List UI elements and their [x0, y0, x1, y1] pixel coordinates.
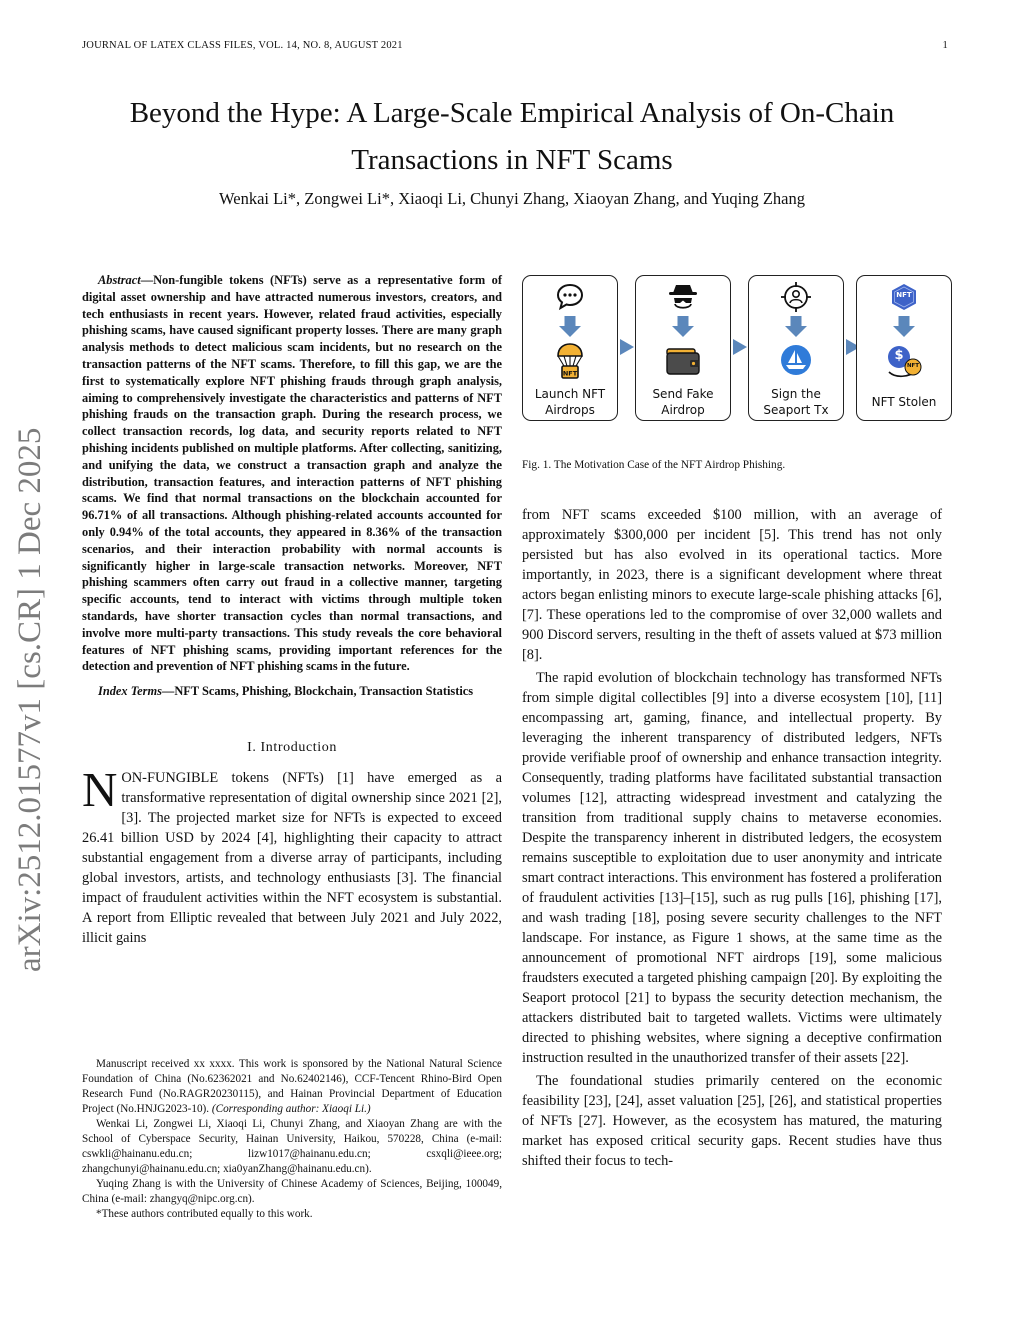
dropcap-letter: N: [82, 761, 118, 817]
page-number: 1: [942, 40, 948, 51]
target-user-icon: [780, 281, 812, 313]
paper-title: Beyond the Hype: A Large-Scale Empirical Analysis of On-Chain Transactions in NFT Scams: [129, 97, 895, 176]
footnote-equal-contribution: *These authors contributed equally to this work.: [96, 1208, 313, 1220]
chat-bubble-icon: [555, 282, 585, 312]
index-terms: [82, 683, 502, 700]
seaport-ship-icon: [780, 344, 812, 376]
panel-4-label: NFT Stolen: [871, 395, 937, 409]
journal-name: JOURNAL OF LATEX CLASS FILES, VOL. 14, NO. 8, AUGUST 2021: [82, 40, 403, 51]
arrow-down-icon: [893, 316, 915, 338]
figure-panel-launch: [522, 275, 618, 421]
intro-smallcaps: ON-FUNGIBLE: [121, 769, 219, 786]
abstract-text: —Non-fungible tokens (NFTs) serve as a representative form of digital asset ownership and have attracted numerous investors, creators, and tech enthusiasts in recent years. However, related fraud activities, especially phishing scams, have caused significant property losses. There are many graph analysis methods to detect malicious scam incidents, but no research on the transaction patterns of the NFT scams. Therefore, to fill this gap, we are the first to systematically explore NFT phishing frauds through graph analysis, aiming to comprehensively investigate the characteristics and patterns of NFT phishing frauds on the transaction graph. During the research process, we collect transaction records, log data, and security reports related to NFT phishing incidents published on multiple platforms. After collecting, sanitizing, and unifying the data, we construct a transaction graph and analyze the distribution, transaction features, and interaction patterns of NFT phishing scams. We find that normal transactions on the blockchain accounted for 96.71% of all transactions. Although phishing-related accounts accounted for only 0.94% of the total accounts, they appeared in 8.36% of the transaction scenarios, and their interaction probability with normal accounts is significantly higher in large-scale transaction networks. Moreover, NFT phishing scammers often carry out fraud in a collective manner, targeting specific accounts, tend to interact with victims through multiple token standards, have shorter transaction cycles than normal transactions, and involve more multi-party transactions. This study reveals the core behavioral features of NFT phishing scams, providing important references for the detection and prevention of NFT phishing scams in the future.: [82, 273, 502, 674]
panel-1-label-line-2: Airdrops: [545, 403, 595, 417]
abstract-lead: Abstract: [98, 273, 141, 287]
arxiv-side-stamp: arXiv:2512.01577v1 [cs.CR] 1 Dec 2025: [12, 427, 48, 972]
footnote-affiliation-1: Wenkai Li, Zongwei Li, Xiaoqi Li, Chunyi Zhang, and Xiaoyan Zhang are with the School of Cyberspace Security, Hainan University, Haikou, 570228, China (e-mail: cswkli@hainanu.edu.cn; lizw1017@hainanu.edu.cn; csxqli@ieee.org; zhangchunyi@hainanu.edu.cn; xia0yanZhang@hainanu.edu.cn).: [82, 1118, 502, 1175]
arrow-down-icon: [559, 316, 581, 338]
right-paragraph-1: from NFT scams exceeded $100 million, with an average of approximately $300,000 per incident [5]. This trend has not only persisted but has also evolved in its operational tactics. More importantly, in 2023, there is a significant development where threat actors began enlisting minors to execute large-scale phishing attacks [6], [7]. These operations led to the compromise of over 32,000 wallets and 900 Discord servers, resulting in the theft of assets valued at $73 million [8].: [522, 507, 942, 663]
nft-badge-text: NFT: [896, 291, 912, 299]
panel-1-label-line-1: Launch NFT: [534, 387, 606, 401]
arrow-down-icon: [785, 316, 807, 338]
index-terms-lead: Index Terms: [98, 684, 162, 699]
left-column: [82, 272, 502, 948]
panel-3-label-line-2: Seaport Tx: [763, 403, 829, 417]
nft-badge-icon: [890, 283, 918, 311]
wallet-icon: [665, 346, 701, 376]
right-column: [522, 505, 942, 1171]
figure-panel-nft-stolen: [856, 275, 952, 421]
section-heading-introduction: I. Introduction: [247, 739, 337, 755]
arrow-down-icon: [672, 316, 694, 338]
intro-text: tokens (NFTs) [1] have emerged as a transformative representation of digital ownership since 2021 [2], [3]. The projected market size for NFTs is expected to exceed 26.41 billion USD by 2024 [4], highlighting their capacity to attract substantial engagement from a diverse array of participants, including global investors, artists, and technology enthusiasts [3]. The financial impact of fraudulent activities within the NFT ecosystem is substantial. A report from Elliptic revealed that between July 2021 and July 2022, illicit gains: [82, 769, 502, 946]
author-list: Wenkai Li*, Zongwei Li*, Xiaoqi Li, Chunyi Zhang, Xiaoyan Zhang, and Yuqing Zhang: [219, 189, 805, 208]
running-header: [82, 40, 948, 56]
footnote-manuscript-text: Manuscript received xx xxxx. This work is sponsored by the National Natural Science Foundation of China (No.62362021 and No.62402146), CCF-Tencent Rhino-Bird Open Research Fund (No.RAGR20230115), and Hainan Provincial Department of Education Project (No.HNJG2023-10).: [82, 1058, 502, 1115]
footnote-affiliation-2: Yuqing Zhang is with the University of Chinese Academy of Sciences, Beijing, 100049, China (e-mail: zhangyq@nipc.org.cn).: [82, 1178, 502, 1205]
dollar-sign: $: [894, 348, 904, 363]
index-terms-text: —NFT Scams, Phishing, Blockchain, Transaction Statistics: [161, 684, 474, 699]
hacker-icon: [667, 282, 699, 312]
figure-caption: Fig. 1. The Motivation Case of the NFT Airdrop Phishing.: [522, 459, 786, 471]
stolen-assets-icon: [885, 342, 925, 382]
arrow-right-icon: [620, 339, 634, 355]
panel-2-label-line-1: Send Fake: [652, 387, 714, 401]
panel-3-label-line-1: Sign the: [771, 387, 821, 401]
right-paragraph-3: The foundational studies primarily centered on the economic feasibility [23], [24], asset valuation [25], [26], and statistical properties of NFTs [27]. However, as the ecosystem has matured, the maturing market has exposed critical security gaps. Recent studies have thus shifted their focus to tech-: [522, 1073, 942, 1169]
footnotes: [82, 1057, 502, 1222]
footnote-corresponding: (Corresponding author: Xiaoqi Li.): [211, 1103, 371, 1115]
svg-text:NFT: NFT: [562, 369, 578, 378]
panel-2-label-line-2: Airdrop: [661, 403, 705, 417]
parachute-airdrop-icon: [555, 342, 585, 380]
intro-paragraph-1: [82, 761, 502, 948]
nft-coin-text: NFT: [906, 363, 920, 369]
abstract: [82, 272, 502, 675]
footnote-manuscript: [82, 1057, 502, 1117]
figure-panel-seaport: [748, 275, 844, 421]
figure-panel-fake-airdrop: [635, 275, 731, 421]
arrow-right-icon: [733, 339, 747, 355]
figure-1: [522, 275, 950, 423]
right-paragraph-2: The rapid evolution of blockchain technology has transformed NFTs from simple digital collectibles [9] into a diverse ecosystem [10], [11] encompassing art, gaming, finance, and intellectual property. By leveraging the inherent transparency of distributed ledgers, NFTs provide verifiable proof of ownership and enhance transaction integrity. Consequently, trading platforms have facilitated substantial transaction volumes [12], attracting widespread investment and catalyzing the transition from traditional supply chains to metaverse economies. Despite the transparency inherent in distributed ledgers, the ecosystem remains susceptible to exploitation due to user anonymity and intricate smart contract interactions. This environment has fostered a proliferation of fraudulent activities [13]–[15], such as rug pulls [16], phishing [17], and wash trading [18], posing severe security challenges to the NFT landscape. For instance, as Figure 1 shows, at the same time as the announcement of promotional NFT airdrops [19], some malicious fraudsters executed a targeted phishing campaign [20]. By exploiting the Seaport protocol [21] to bypass the security detection mechanism, the attackers distributed bait to targeted wallets. Victims were ultimately directed to phishing websites, where signing a deceptive confirmation instruction resulted in the unauthorized transfer of their assets [22].: [522, 670, 942, 1066]
